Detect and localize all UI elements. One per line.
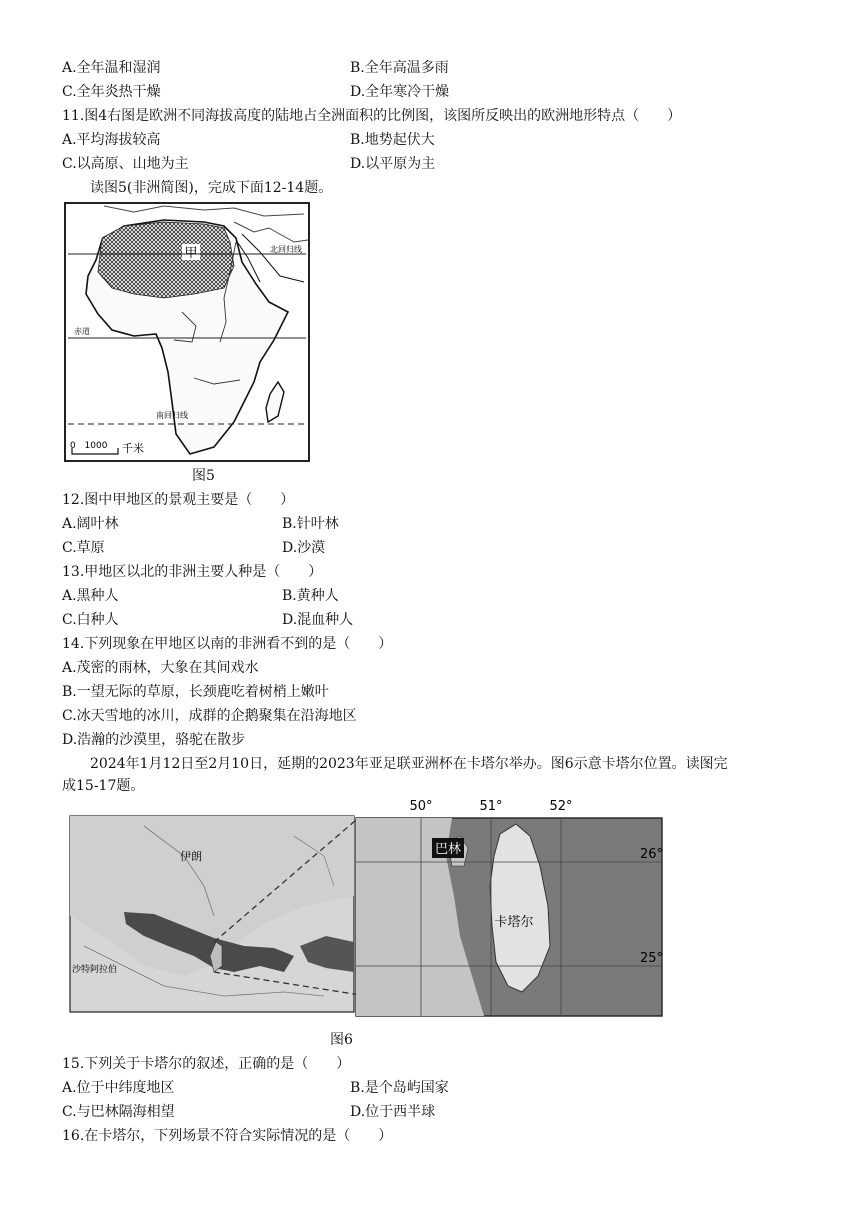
- q15-option-b: B.是个岛屿国家: [350, 1080, 449, 1096]
- q11-option-c: C.以高原、山地为主: [62, 156, 189, 172]
- label-equator: 赤道: [74, 327, 90, 336]
- q12-option-c: C.草原: [62, 540, 105, 556]
- fig6-intro-line1: 2024年1月12日至2月10日，延期的2023年亚足联亚洲杯在卡塔尔举办。图6示意卡塔尔位置。读图完: [90, 756, 728, 772]
- q14-option-b: B.一望无际的草原，长颈鹿吃着树梢上嫩叶: [62, 684, 329, 700]
- q13-option-c: C.白种人: [62, 612, 119, 628]
- fig6-caption: 图6: [330, 1032, 353, 1048]
- label-tropic-south: 南回归线: [156, 411, 188, 420]
- label-iran: 伊朗: [180, 850, 202, 863]
- q12-option-b: B.针叶林: [282, 516, 339, 532]
- q13-option-d: D.混血种人: [282, 612, 354, 628]
- lat-25: 25°: [640, 951, 664, 966]
- q14-option-a: A.茂密的雨林，大象在其间戏水: [62, 660, 259, 676]
- q12-option-d: D.沙漠: [282, 540, 326, 556]
- lon-51: 51°: [479, 799, 503, 814]
- lon-50: 50°: [409, 799, 433, 814]
- label-jia: 甲: [184, 246, 198, 261]
- gulf-region-panel: [70, 816, 354, 1012]
- q11-option-b: B.地势起伏大: [350, 132, 435, 148]
- label-qatar: 卡塔尔: [494, 915, 534, 930]
- africa-map: [64, 202, 310, 462]
- q15-stem: 15.下列关于卡塔尔的叙述，正确的是（ ）: [62, 1056, 351, 1072]
- q13-option-a: A.黑种人: [62, 588, 119, 604]
- lon-52: 52°: [549, 799, 573, 814]
- q15-option-a: A.位于中纬度地区: [62, 1080, 175, 1096]
- q10-option-c: C.全年炎热干燥: [62, 84, 161, 100]
- lat-26: 26°: [640, 847, 664, 862]
- q12-option-a: A.阔叶林: [62, 516, 119, 532]
- q14-option-c: C.冰天雪地的冰川，成群的企鹅聚集在沿海地区: [62, 708, 357, 724]
- q13-stem: 13.甲地区以北的非洲主要人种是（ ）: [62, 564, 323, 580]
- fig5-caption: 图5: [192, 468, 215, 484]
- qatar-detail-panel: [356, 799, 663, 1016]
- q10-option-b: B.全年高温多雨: [350, 60, 449, 76]
- qatar-location-map: [64, 796, 672, 1026]
- q10-option-d: D.全年寒冷干燥: [350, 84, 450, 100]
- q12-stem: 12.图中甲地区的景观主要是（ ）: [62, 492, 295, 508]
- q11-option-d: D.以平原为主: [350, 156, 436, 172]
- fig6-intro-line2: 成15-17题。: [62, 778, 145, 794]
- label-bahrain: 巴林: [434, 842, 462, 857]
- scale-value: 1000: [84, 441, 108, 451]
- fig5-intro: 读图5(非洲简图)，完成下面12-14题。: [90, 180, 333, 196]
- scale-zero: 0: [70, 441, 76, 451]
- q14-stem: 14.下列现象在甲地区以南的非洲看不到的是（ ）: [62, 636, 393, 652]
- q15-option-d: D.位于西半球: [350, 1104, 436, 1120]
- q13-option-b: B.黄种人: [282, 588, 339, 604]
- label-saudi: 沙特阿拉伯: [72, 965, 118, 975]
- sahara-region: [98, 222, 234, 298]
- q11-option-a: A.平均海拔较高: [62, 132, 161, 148]
- label-tropic-north: 北回归线: [270, 245, 302, 254]
- q15-option-c: C.与巴林隔海相望: [62, 1104, 175, 1120]
- q16-stem: 16.在卡塔尔，下列场景不符合实际情况的是（ ）: [62, 1128, 393, 1144]
- q10-option-a: A.全年温和湿润: [62, 60, 161, 76]
- q14-option-d: D.浩瀚的沙漠里，骆驼在散步: [62, 732, 246, 748]
- scale-unit: 千米: [122, 442, 144, 455]
- q11-stem: 11.图4右图是欧洲不同海拔高度的陆地占全洲面积的比例图，该图所反映出的欧洲地形特点（ ）: [62, 108, 682, 124]
